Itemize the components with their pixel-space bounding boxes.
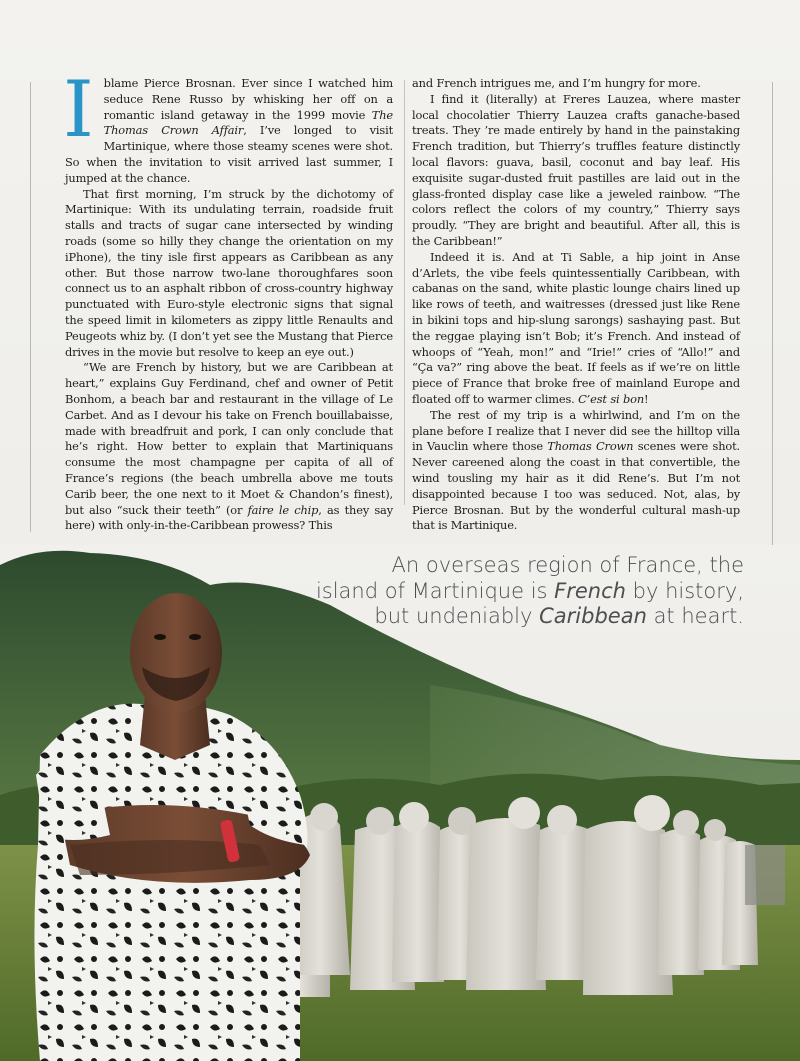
paragraph-2: That first morning, I’m struck by the dichotomy of Martinique: With its undulating terrain, roadside fruit stalls and tracts of sugar cane intersected by winding roads (some so hilly they change the orientation on my iPhone), the tiny isle first appears as Caribbean as any other. But those narrow two-lane thoroughfares soon connect us to an asphalt ribbon of cross-country highway punctuated with Euro-style electronic signs that signal the speed limit in kilometers as zippy little Renaults and Peugeots whiz by. (I don’t yet see the Mustang that Pierce drives in the movie but resolve to keep an eye out.) (65, 186, 393, 359)
left-margin-rule (30, 82, 31, 532)
pull-quote-line-3: but undeniably Caribbean at heart. (374, 604, 744, 628)
paragraph-7: The rest of my trip is a whirlwind, and I’m on the plane before I realize that I never did see the hilltop villa in Vauclin where those Thomas Crown scenes were shot. Never careened along the coast in that convertible, the wind tousling my hair as it did Rene’s. But I’m not disappointed because I too was seduced. Not, alas, by Pierce Brosnan. But by the wonderful cultural mash-up that is Martinique. (412, 407, 740, 533)
article-column-2 (412, 76, 740, 534)
pull-quote (184, 553, 744, 630)
paragraph-4: and French intrigues me, and I’m hungry for more. (412, 76, 701, 90)
film-title: The Thomas Crown Affair (103, 107, 393, 138)
french-phrase: C’est si bon (578, 391, 645, 406)
french-phrase: faire le chip (247, 502, 319, 517)
pull-quote-line-2: island of Martinique is French by history, (315, 578, 744, 603)
article-column-1 (63, 65, 394, 534)
drop-cap: I (63, 65, 94, 155)
paragraph-5: I find it (literally) at Freres Lauzea, where master local chocolatier Thierry Lauzea crafts ganache-based treats. They ’re made entirely by hand in the painstaking French tradition, but Thierry’s truffles feature distinctly local flavors: guava, basil, coconut and bay leaf. His exquisite sugar-dusted fruit pastilles are laid out in the glass-fronted display case like a jeweled rainbow. “The colors reflect the colors of my country,” Thierry says proudly. “They are bright and beautiful. After all, this is the Caribbean!” (412, 91, 740, 248)
paragraph-3: “We are French by history, but we are Caribbean at heart,” explains Guy Ferdinand, chef and owner of Petit Bonhom, a beach bar and restaurant in the village of Le Carbet. And as I devour his take on French bouillabaisse, made with breadfruit and pork, I can only conclude that he’s right. How better to explain that Martiniquans consume the most champagne per capita of all of France’s regions (the beach umbrella above me touts Carib beer, the one next to it Moet & Chandon’s finest), but also “suck their teeth” (or faire le chip, as they say here) with only-in-the-Caribbean prowess? This (65, 360, 393, 533)
paragraph-6: Indeed it is. And at Ti Sable, a hip joint in Anse d’Arlets, the vibe feels quintessentially Caribbean, with cabanas on the sand, white plastic lounge chairs lined up like rows of teeth, and waitresses (dressed just like Rene in bikini tops and hip-slung sarongs) sashaying past. But the reggae playing isn’t Bob; it’s French. And instead of whoops of “Yeah, mon!” and “Irie!” cries of “Allo!” and “Ça va?” ring above the beat. If feels as if we’re on little piece of France that broke free of mainland Europe and floated off to warmer climes. C’est si bon! (412, 249, 740, 406)
pull-quote-line-1: An overseas region of France, the (391, 553, 744, 577)
column-divider (404, 80, 405, 505)
film-title: Thomas Crown (547, 439, 634, 454)
paragraph-1: Iblame Pierce Brosnan. Ever since I watched him seduce Rene Russo by whisking her off on a romantic island getaway in the 1999 movie The Thomas Crown Affair, I’ve longed to visit Martinique, where those steamy scenes were shot. So when the invitation to visit arrived last summer, I jumped at the chance. (63, 65, 394, 185)
